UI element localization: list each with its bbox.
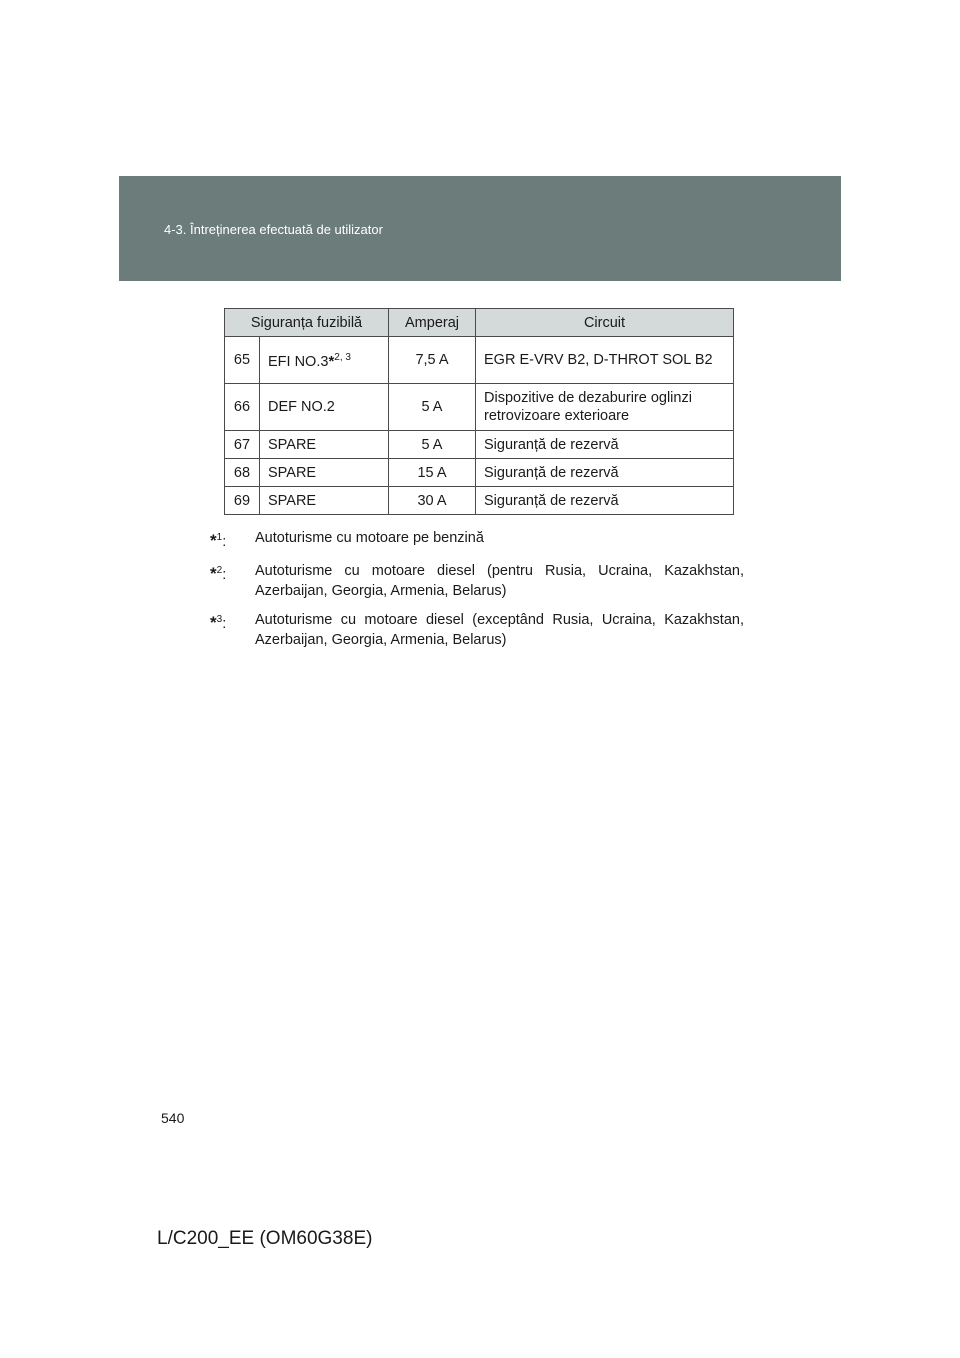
table-row	[225, 459, 734, 487]
fuse-circuit: Siguranță de rezervă	[476, 487, 734, 515]
footnote-item	[210, 610, 744, 650]
table-row	[225, 487, 734, 515]
column-header-fuse: Siguranța fuzibilă	[225, 309, 389, 337]
footnote-asterisk: *	[210, 612, 217, 632]
footnote-ref: 2, 3	[334, 352, 351, 364]
fuse-circuit: Dispozitive de dezaburire oglinzi retrovizoare exterioare	[476, 384, 734, 431]
footnote-text: Autoturisme cu motoare diesel (pentru Rusia, Ucraina, Kazakhstan, Azerbaijan, Georgia, Armenia, Belarus)	[255, 562, 744, 599]
table-row	[225, 337, 734, 384]
footnote-number: 1	[216, 532, 223, 543]
footnote-number: 3	[216, 613, 223, 625]
fuse-name: SPARE	[260, 487, 389, 515]
table-header-row	[225, 309, 734, 337]
footnote-label: *$^2$:	[210, 563, 227, 583]
footnote-number: 2	[216, 564, 223, 576]
fuse-name: SPARE	[260, 431, 389, 459]
fuse-name: DEF NO.2	[260, 384, 389, 431]
footnote-label: *$^3$:	[210, 612, 227, 632]
footnote-asterisk: *	[210, 530, 217, 550]
fuse-number: 68	[225, 459, 260, 487]
footnote-asterisk: *	[210, 563, 217, 583]
page-number: 540	[161, 1110, 185, 1126]
fuse-number: 69	[225, 487, 260, 515]
footnotes	[210, 528, 744, 659]
fuse-table	[224, 308, 734, 515]
fuse-circuit: Siguranță de rezervă	[476, 431, 734, 459]
table-row	[225, 431, 734, 459]
footnote-item	[210, 561, 744, 601]
fuse-number: 65	[225, 337, 260, 384]
footnote-text: Autoturisme cu motoare pe benzină	[255, 530, 484, 546]
fuse-amperage: 15 A	[389, 459, 476, 487]
fuse-name: EFI NO.3	[268, 353, 329, 370]
column-header-amperage: Amperaj	[389, 309, 476, 337]
fuse-amperage: 5 A	[389, 431, 476, 459]
section-title: 4-3. Întreținerea efectuată de utilizator	[164, 222, 383, 237]
column-header-circuit: Circuit	[476, 309, 734, 337]
section-header	[119, 176, 841, 281]
table-row	[225, 384, 734, 431]
footnote-item	[210, 528, 744, 552]
fuse-number: 66	[225, 384, 260, 431]
fuse-amperage: 5 A	[389, 384, 476, 431]
document-code: L/C200_EE (OM60G38E)	[157, 1228, 373, 1249]
fuse-circuit: Siguranță de rezervă	[476, 459, 734, 487]
footnote-label: *$^1$:	[210, 530, 227, 550]
footnote-asterisk: *	[328, 352, 335, 370]
fuse-name: SPARE	[260, 459, 389, 487]
fuse-amperage: 7,5 A	[389, 337, 476, 384]
fuse-number: 67	[225, 431, 260, 459]
footnote-text: Autoturisme cu motoare diesel (exceptând Rusia, Ucraina, Kazakhstan, Azerbaijan, Georgia, Armenia, Belarus)	[255, 611, 744, 648]
fuse-name-cell	[260, 337, 389, 384]
fuse-amperage: 30 A	[389, 487, 476, 515]
fuse-circuit: EGR E-VRV B2, D-THROT SOL B2	[476, 337, 734, 384]
